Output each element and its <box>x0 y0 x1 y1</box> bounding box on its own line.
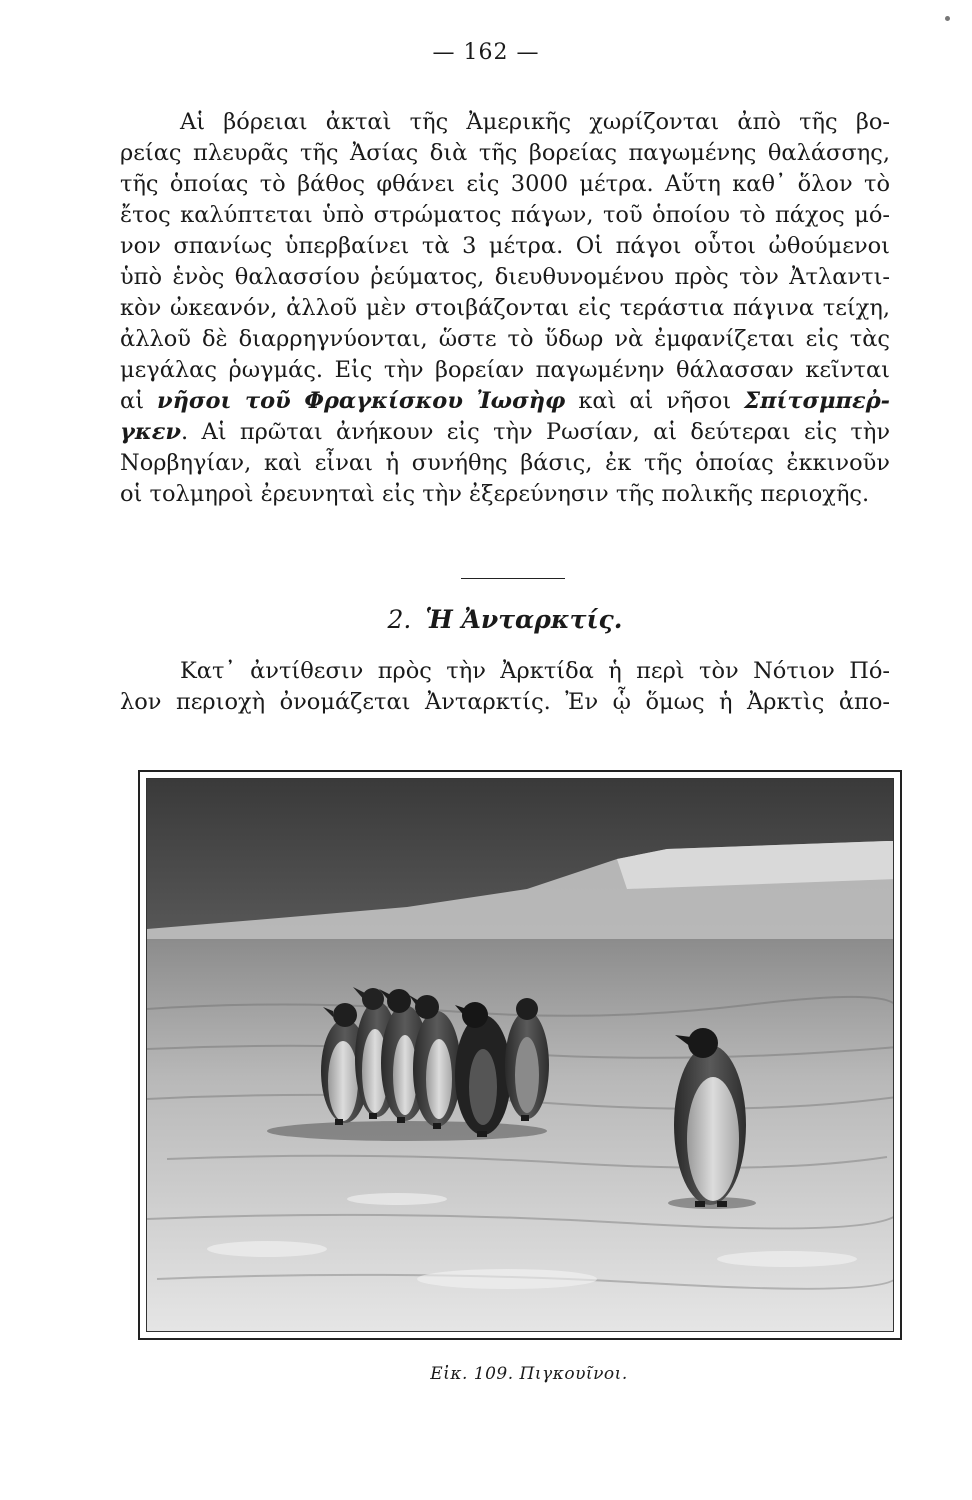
text-line: ἀλλοῦ δὲ διαρρηγνύονται, ὥστε τὸ ὕδωρ νὰ ἐμφανίζεται εἰς τὰς <box>120 326 890 352</box>
text-fragment: . Αἱ πρῶται ἀνήκουν εἰς τὴν Ρωσίαν, αἱ δεύτεραι εἰς τὴν <box>181 419 890 445</box>
text-line: ὑπὸ ἑνὸς θαλασσίου ῥεύματος, διευθυνομένου πρὸς τὸν Ἀτλαντι- <box>120 264 890 290</box>
text-fragment: καὶ αἱ νῆσοι <box>565 388 745 414</box>
paragraph-arctic <box>120 107 890 510</box>
speck-mark <box>945 16 950 21</box>
place-name-franz-josef: νῆσοι τοῦ Φραγκίσκου Ἰωσὴφ <box>156 388 566 414</box>
penguin-photo-illustration <box>147 779 894 1332</box>
text-line: τῆς ὁποίας τὸ βάθος φθάνει εἰς 3000 μέτρα. Αὕτη καθ᾽ ὅλον τὸ <box>120 171 890 197</box>
text-line <box>120 417 890 448</box>
text-line: νον σπανίως ὑπερβαίνει τὰ 3 μέτρα. Οἱ πάγοι οὗτοι ὠθούμενοι <box>120 233 890 259</box>
place-name-spitsbergen: Σπίτσμπεῤ- <box>744 388 891 414</box>
text-line: μεγάλας ῥωγμάς. Εἰς τὴν βορείαν παγωμένην θάλασσαν κεῖνται <box>120 357 890 383</box>
figure-caption: Εἰκ. 109. Πιγκουῖνοι. <box>430 1364 628 1384</box>
text-line: ρείας πλευρᾶς τῆς Ἀσίας διὰ τῆς βορείας παγωμένης θαλάσσης, <box>120 140 890 166</box>
section-number: 2. <box>387 605 412 634</box>
text-line: Κατ᾽ ἀντίθεσιν πρὸς τὴν Ἀρκτίδα ἡ περὶ τὸν Νότιον Πό- <box>180 658 890 684</box>
section-divider <box>461 578 565 579</box>
page-number: — 162 — <box>432 40 540 65</box>
text-line: οἱ τολμηροὶ ἐρευνηταὶ εἰς τὴν ἐξερεύνησιν τῆς πολικῆς περιοχῆς. <box>120 481 870 507</box>
penguin-photo <box>146 778 894 1332</box>
text-fragment: αἱ <box>120 388 157 414</box>
section-heading <box>0 605 972 634</box>
section-title: Ἡ Ἀνταρκτίς. <box>425 605 623 634</box>
text-line: λον περιοχὴ ὀνομάζεται Ἀνταρκτίς. Ἐν ᾧ ὅμως ἡ Ἀρκτὶς ἀπο- <box>120 689 890 715</box>
paragraph-antarctic <box>120 656 890 718</box>
text-line <box>120 386 890 417</box>
place-name-spitsbergen-end: γκεν <box>120 419 182 445</box>
text-line: ἔτος καλύπτεται ὑπὸ στρώματος πάγων, τοῦ ὁποίου τὸ πάχος μό- <box>120 202 890 228</box>
figure-photo-frame <box>138 770 902 1340</box>
text-line: Αἱ βόρειαι ἀκταὶ τῆς Ἀμερικῆς χωρίζονται ἀπὸ τῆς βο- <box>180 109 890 135</box>
text-line: Νορβηγίαν, καὶ εἶναι ἡ συνήθης βάσις, ἐκ τῆς ὁποίας ἐκκινοῦν <box>120 450 890 476</box>
text-line: κὸν ὠκεανόν, ἀλλοῦ μὲν στοιβάζονται εἰς τεράστια πάγινα τείχη, <box>120 295 890 321</box>
